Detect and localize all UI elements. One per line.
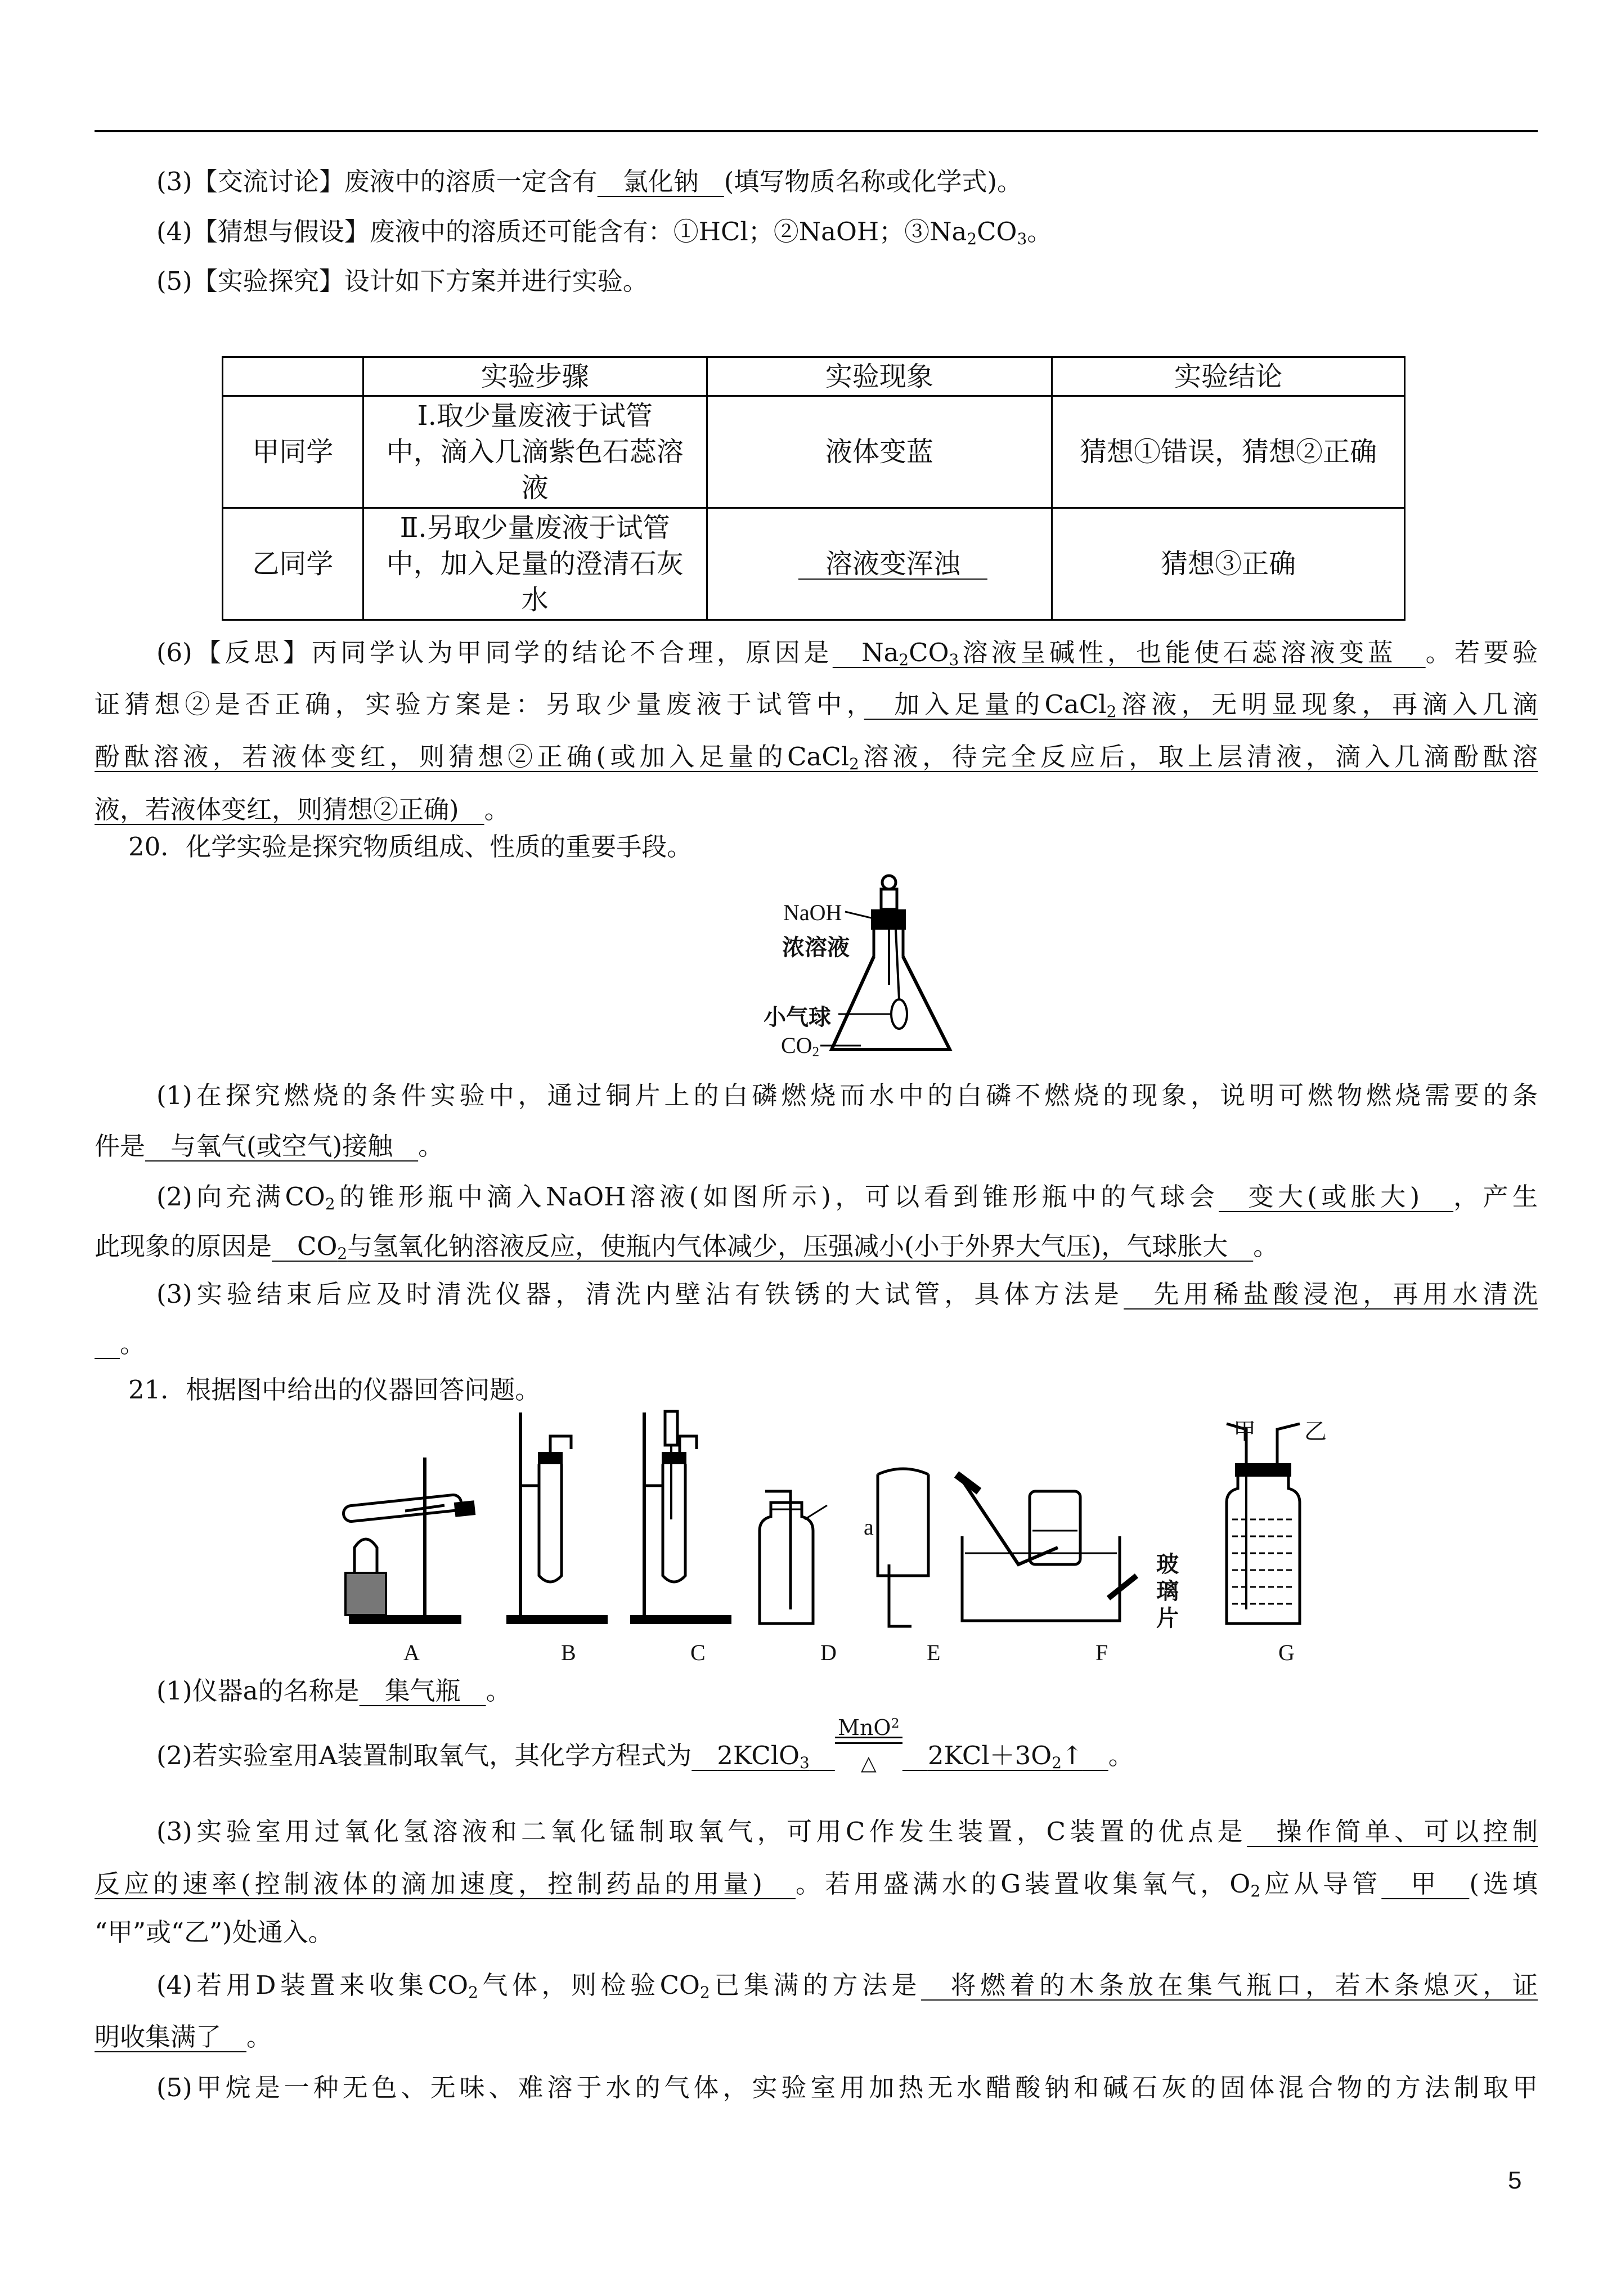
- q21-p3-answer-2: 反应的速率(控制液体的滴加速度，控制药品的用量): [95, 1869, 796, 1899]
- q21-p3-text: (3)实验室用过氧化氢溶液和二氧化锰制取氧气，可用C作发生装置，C装置的优点是: [156, 1817, 1247, 1846]
- q6-answer-2: [864, 689, 1538, 719]
- q4-post: 。: [1027, 217, 1053, 246]
- q21-p2-answer: [691, 1715, 1108, 1775]
- step-line: 液: [521, 472, 549, 504]
- q20-p1-post: 。: [418, 1131, 444, 1161]
- q20-p2-text: 此现象的原因是: [95, 1231, 272, 1261]
- q20-p2-line-1: [95, 1180, 1538, 1214]
- q21-p4-sub: 2: [699, 1983, 710, 2002]
- experiment-table: [222, 356, 1406, 621]
- eq-bar: [835, 1737, 902, 1738]
- q6-ans-part: CO: [909, 638, 949, 667]
- table-cell-phenomenon: 液体变蓝: [707, 396, 1052, 508]
- q20-p3-answer-2: [95, 1329, 120, 1358]
- table-header-row: [223, 357, 1405, 396]
- table-header-cell: [223, 357, 363, 396]
- q5-line: [95, 264, 1538, 298]
- eq-catalyst-sup: 2: [891, 1715, 900, 1732]
- q3-line: [95, 165, 1538, 199]
- table-header-cell: 实验步骤: [363, 357, 707, 396]
- q21-p4-answer-2: 明收集满了: [95, 2022, 247, 2052]
- q6-ans-sub: 2: [849, 754, 859, 773]
- q21-p2-post: 。: [1108, 1741, 1134, 1770]
- q20-p1-answer: 与氧气(或空气)接触: [145, 1131, 419, 1161]
- q6-line-2: [95, 688, 1538, 721]
- q21-p4-line-1: [95, 1968, 1538, 2002]
- q21-p3-line-3: [95, 1916, 1538, 1949]
- q21-p2-line: [95, 1715, 1538, 1775]
- q21-p3-text: 。若用盛满水的G装置收集氧气，O: [795, 1869, 1251, 1899]
- q20-p2-text: (2)向充满CO: [156, 1182, 325, 1212]
- label-glass-1: 玻: [1156, 1551, 1179, 1577]
- q6-line-1: [95, 636, 1538, 670]
- q4-line: [95, 215, 1538, 249]
- apparatus-a-g-figure: [332, 1407, 1345, 1638]
- q6-ans-part: Na: [832, 638, 899, 667]
- step-line: 中，加入足量的澄清石灰: [386, 548, 684, 580]
- q20-p2-text: 的锥形瓶中滴入NaOH溶液(如图所示)，可以看到锥形瓶中的气球会: [335, 1182, 1219, 1212]
- q21-p2-text: (2)若实验室用A装置制取氧气，其化学方程式为: [156, 1741, 692, 1770]
- q21-p4-text: (4)若用D装置来收集CO: [156, 1970, 469, 2000]
- label-instrument-a: a: [864, 1514, 874, 1540]
- q20-title-text: 20．化学实验是探究物质组成、性质的重要手段。: [128, 832, 693, 862]
- q4-text: (4)【猜想与假设】废液中的溶质还可能含有：①HCl；②NaOH；③Na: [156, 217, 967, 246]
- apparatus-g: [1227, 1424, 1300, 1624]
- q6-line-4: [95, 793, 1538, 827]
- label-d: D: [820, 1640, 837, 1665]
- q6-ans-part: 加入足量的CaCl: [864, 689, 1107, 719]
- label-g: G: [1278, 1640, 1295, 1665]
- q20-ans-part: 与氢氧化钠溶液反应，使瓶内气体减少，压强减小(小于外界大气压)，气球胀大: [347, 1231, 1254, 1261]
- table-header-cell: 实验结论: [1052, 357, 1404, 396]
- q20-p2-sub: 2: [325, 1194, 335, 1213]
- q21-p4-post: 。: [246, 2022, 272, 2052]
- co2-text: CO: [781, 1033, 812, 1058]
- q20-p2-answer-2: [272, 1231, 1253, 1261]
- q21-p3-line-1: [95, 1815, 1538, 1849]
- eq-condition: [835, 1715, 902, 1775]
- q21-p1-line: [95, 1674, 1538, 1708]
- table-cell-student: 乙同学: [223, 508, 363, 620]
- q21-p3-sub: 2: [1250, 1881, 1261, 1900]
- eq-catalyst-text: MnO: [838, 1715, 891, 1740]
- q6-ans-sub: 2: [1106, 702, 1117, 721]
- eq-heat: △: [860, 1752, 877, 1775]
- eq-arrow: ↑: [1061, 1741, 1083, 1770]
- label-e: E: [927, 1640, 941, 1665]
- q4-mid: CO: [977, 217, 1017, 246]
- q21-p4-text: 气体，则检验CO: [478, 1970, 700, 2000]
- table-cell-step: [363, 396, 707, 508]
- table-row: [223, 508, 1405, 620]
- co2-label: [781, 1032, 819, 1059]
- table-cell-student: 甲同学: [223, 396, 363, 508]
- q6-text: 证猜想②是否正确，实验方案是：另取少量废液于试管中，: [95, 689, 864, 719]
- q21-title-text: 21．根据图中给出的仪器回答问题。: [128, 1375, 541, 1405]
- q20-p1-line-1: [95, 1079, 1538, 1113]
- q21-p3-answer-3: 甲: [1381, 1869, 1470, 1899]
- step-line: Ⅰ.取少量废液于试管: [417, 400, 653, 432]
- q20-p3-line-1: [95, 1277, 1538, 1311]
- step-line: 水: [521, 584, 549, 616]
- q20-p3-text: (3)实验结束后应及时清洗仪器，清洗内壁沾有铁锈的大试管，具体方法是: [156, 1279, 1124, 1309]
- q3-text: (3)【交流讨论】废液中的溶质一定含有: [156, 167, 598, 196]
- q21-p3-post: (选填: [1469, 1869, 1538, 1899]
- q6-text-post: 。: [484, 795, 510, 824]
- q20-p3-post: 。: [120, 1329, 146, 1358]
- label-glass-3: 片: [1156, 1606, 1179, 1631]
- q21-p4-text: 已集满的方法是: [710, 1970, 922, 2000]
- step-line: 中，滴入几滴紫色石蕊溶: [386, 436, 684, 468]
- page-number: 5: [1508, 2167, 1522, 2194]
- q4-sub2: 3: [1017, 229, 1027, 248]
- label-c: C: [690, 1640, 706, 1665]
- q21-p4-answer-1: 将燃着的木条放在集气瓶口，若木条熄灭，证: [921, 1970, 1538, 2000]
- q3-answer: 氯化钠: [597, 167, 724, 196]
- apparatus-a: [343, 1458, 475, 1624]
- table-cell-conclusion: 猜想①错误，猜想②正确: [1052, 396, 1404, 508]
- q21-p3-text: 应从导管: [1260, 1869, 1382, 1899]
- q20-p2-post: ，产生: [1453, 1182, 1538, 1212]
- conc-solution-label: 浓溶液: [782, 935, 850, 960]
- q6-ans-part: 酚酞溶液，若液体变红，则猜想②正确(或加入足量的CaCl: [95, 742, 850, 772]
- q21-p3-line-2: [95, 1867, 1538, 1901]
- eq-catalyst: [835, 1711, 902, 1745]
- co2-sub: 2: [812, 1044, 819, 1060]
- q21-p4-line-2: [95, 2020, 1538, 2054]
- q20-ans-part: CO: [272, 1231, 338, 1261]
- q5-text: (5)【实验探究】设计如下方案并进行实验。: [156, 266, 648, 296]
- header-rule: [95, 130, 1538, 132]
- q20-p1-text: 件是: [95, 1131, 146, 1161]
- apparatus-e: [878, 1469, 928, 1626]
- q21-p1-answer: 集气瓶: [359, 1676, 486, 1706]
- apparatus-c: [630, 1411, 731, 1624]
- q21-p5-text: (5)甲烷是一种无色、无味、难溶于水的气体，实验室用加热无水醋酸钠和碱石灰的固体混合物的方法制取甲: [156, 2073, 1538, 2102]
- naoh-label: NaOH: [783, 900, 842, 925]
- q21-p3-text: “甲”或“乙”)处通入。: [95, 1917, 334, 1947]
- q20-p2-post: 。: [1253, 1231, 1279, 1261]
- q6-ans-part: 溶液呈碱性，也能使石蕊溶液变蓝: [959, 638, 1426, 667]
- phenomenon-answer: 溶液变浑浊: [798, 548, 987, 580]
- q6-ans-part: 溶液，无明显现象，再滴入几滴: [1116, 689, 1538, 719]
- q6-ans-sub: 3: [949, 650, 959, 669]
- apparatus-b: [506, 1412, 608, 1624]
- label-f: F: [1095, 1640, 1108, 1665]
- q21-p5-line-1: [95, 2071, 1538, 2105]
- eq-product: 2KCl＋3O: [927, 1741, 1052, 1770]
- label-glass-2: 璃: [1156, 1578, 1179, 1604]
- q21-p1-post: 。: [486, 1676, 511, 1706]
- apparatus-d: [760, 1491, 827, 1624]
- q6-text-post: 。若要验: [1425, 638, 1538, 667]
- q20-p1-line-2: [95, 1129, 1538, 1163]
- label-jia: 甲: [1233, 1419, 1256, 1444]
- label-b: B: [561, 1640, 576, 1665]
- table-row: [223, 396, 1405, 508]
- q3-text-post: (填写物质名称或化学式)。: [724, 167, 1022, 196]
- q4-sub: 2: [967, 229, 977, 248]
- q20-p2-answer-1: 变大(或胀大): [1219, 1182, 1454, 1212]
- table-header-cell: 实验现象: [707, 357, 1052, 396]
- balloon-label: 小气球: [764, 1004, 831, 1030]
- q21-p4-sub: 2: [468, 1983, 478, 2002]
- eq-bar: [835, 1742, 902, 1744]
- q20-p3-answer: 先用稀盐酸浸泡，再用水清洗: [1124, 1279, 1538, 1309]
- q20-p3-line-2: [95, 1327, 1538, 1361]
- step-line: Ⅱ.另取少量废液于试管: [399, 512, 670, 544]
- apparatus-f: [957, 1474, 1137, 1621]
- q21-p1-text: (1)仪器a的名称是: [156, 1676, 360, 1706]
- q20-p1-text: (1)在探究燃烧的条件实验中，通过铜片上的白磷燃烧而水中的白磷不燃烧的现象，说明可燃物燃烧需要的条: [156, 1080, 1538, 1110]
- table-cell-conclusion: 猜想③正确: [1052, 508, 1404, 620]
- eq-sub: 2: [1052, 1753, 1062, 1772]
- q20-ans-sub: 2: [337, 1244, 348, 1263]
- q21-title: [95, 1373, 1571, 1407]
- table-cell-phenomenon: [707, 508, 1052, 620]
- q6-ans-sub: 2: [899, 650, 909, 669]
- q6-line-3: [95, 740, 1538, 774]
- label-yi: 乙: [1304, 1419, 1327, 1444]
- eq-reactant: 2KClO: [717, 1741, 800, 1770]
- q6-text: (6)【反思】丙同学认为甲同学的结论不合理，原因是: [156, 638, 833, 667]
- q6-answer-1: [833, 638, 1426, 667]
- q21-p3-answer-1: 操作简单、可以控制: [1247, 1817, 1538, 1846]
- table-cell-step: [363, 508, 707, 620]
- q6-answer-4: 液，若液体变红，则猜想②正确): [95, 795, 484, 824]
- label-a: A: [403, 1640, 420, 1665]
- q20-title: [95, 830, 1571, 864]
- q6-ans-part: 溶液，待完全反应后，取上层清液，滴入几滴酚酞溶: [859, 742, 1538, 772]
- eq-sub: 3: [800, 1753, 810, 1772]
- q20-p2-line-2: [95, 1230, 1538, 1263]
